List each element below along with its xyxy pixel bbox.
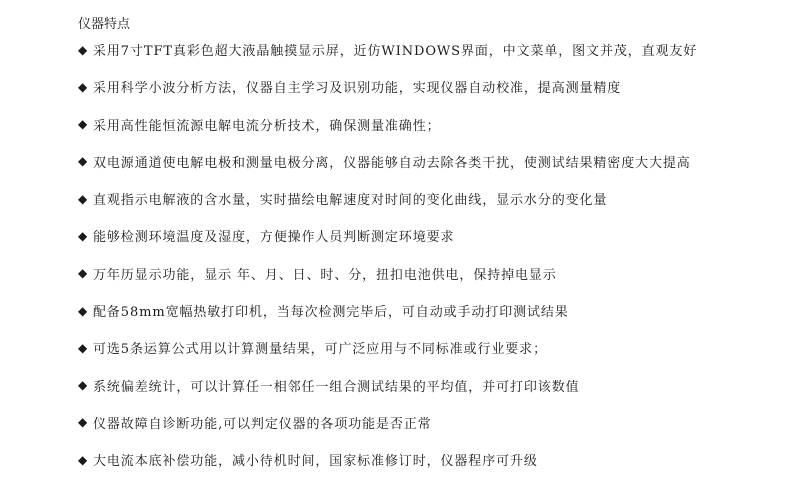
feature-text: 万年历显示功能，显示 年、月、日、时、分，扭扣电池供电，保持掉电显示 [93, 267, 557, 283]
feature-text: 采用科学小波分析方法，仪器自主学习及识别功能，实现仪器自动校准，提高测量精度 [93, 81, 622, 97]
feature-text: 采用7寸TFT真彩色超大液晶触摸显示屏，近仿WINDOWS界面，中文菜单，图文并茂，直观友好 [93, 44, 698, 59]
diamond-bullet-icon: ◆ [78, 42, 88, 57]
feature-item [78, 151, 778, 172]
diamond-bullet-icon: ◆ [78, 266, 88, 281]
feature-text: 可选5条运算公式用以计算测量结果，可广泛应用与不同标准或行业要求； [93, 342, 547, 358]
feature-item [78, 449, 778, 470]
diamond-bullet-icon: ◆ [78, 340, 88, 355]
feature-text: 采用高性能恒流源电解电流分析技术，确保测量准确性； [93, 118, 441, 134]
feature-item [78, 188, 778, 209]
diamond-bullet-icon: ◆ [78, 228, 88, 243]
feature-item [78, 225, 778, 246]
section-heading: 仪器特点 [78, 17, 131, 32]
feature-item [78, 76, 778, 97]
diamond-bullet-icon: ◆ [78, 452, 88, 467]
feature-text: 系统偏差统计，可以计算任一相邻任一组合测试结果的平均值，并可打印该数值 [93, 379, 580, 395]
feature-text: 双电源通道使电解电极和测量电极分离，仪器能够自动去除各类干扰，使测试结果精密度大大提高 [93, 155, 691, 171]
feature-item [78, 375, 778, 396]
diamond-bullet-icon: ◆ [78, 378, 88, 393]
feature-text: 配备58mm宽幅热敏打印机，当每次检测完毕后，可自动或手动打印测试结果 [93, 305, 569, 321]
feature-item [78, 263, 778, 284]
feature-text: 仪器故障自诊断功能,可以判定仪器的各项功能是否正常 [93, 416, 432, 432]
feature-item [78, 337, 778, 358]
feature-list [78, 39, 778, 470]
diamond-bullet-icon: ◆ [78, 117, 88, 132]
diamond-bullet-icon: ◆ [78, 191, 88, 206]
diamond-bullet-icon: ◆ [78, 415, 88, 430]
feature-text: 大电流本底补偿功能，减小待机时间，国家标准修订时，仪器程序可升级 [93, 454, 538, 470]
feature-item [78, 412, 778, 433]
diamond-bullet-icon: ◆ [78, 154, 88, 169]
feature-text: 直观指示电解液的含水量，实时描绘电解速度对时间的变化曲线，显示水分的变化量 [93, 193, 608, 209]
feature-item [78, 39, 778, 60]
diamond-bullet-icon: ◆ [78, 303, 88, 318]
feature-item [78, 300, 778, 321]
feature-item [78, 114, 778, 135]
diamond-bullet-icon: ◆ [78, 79, 88, 94]
feature-text: 能够检测环境温度及湿度，方便操作人员判断测定环境要求 [93, 230, 455, 246]
document-body [78, 14, 778, 487]
